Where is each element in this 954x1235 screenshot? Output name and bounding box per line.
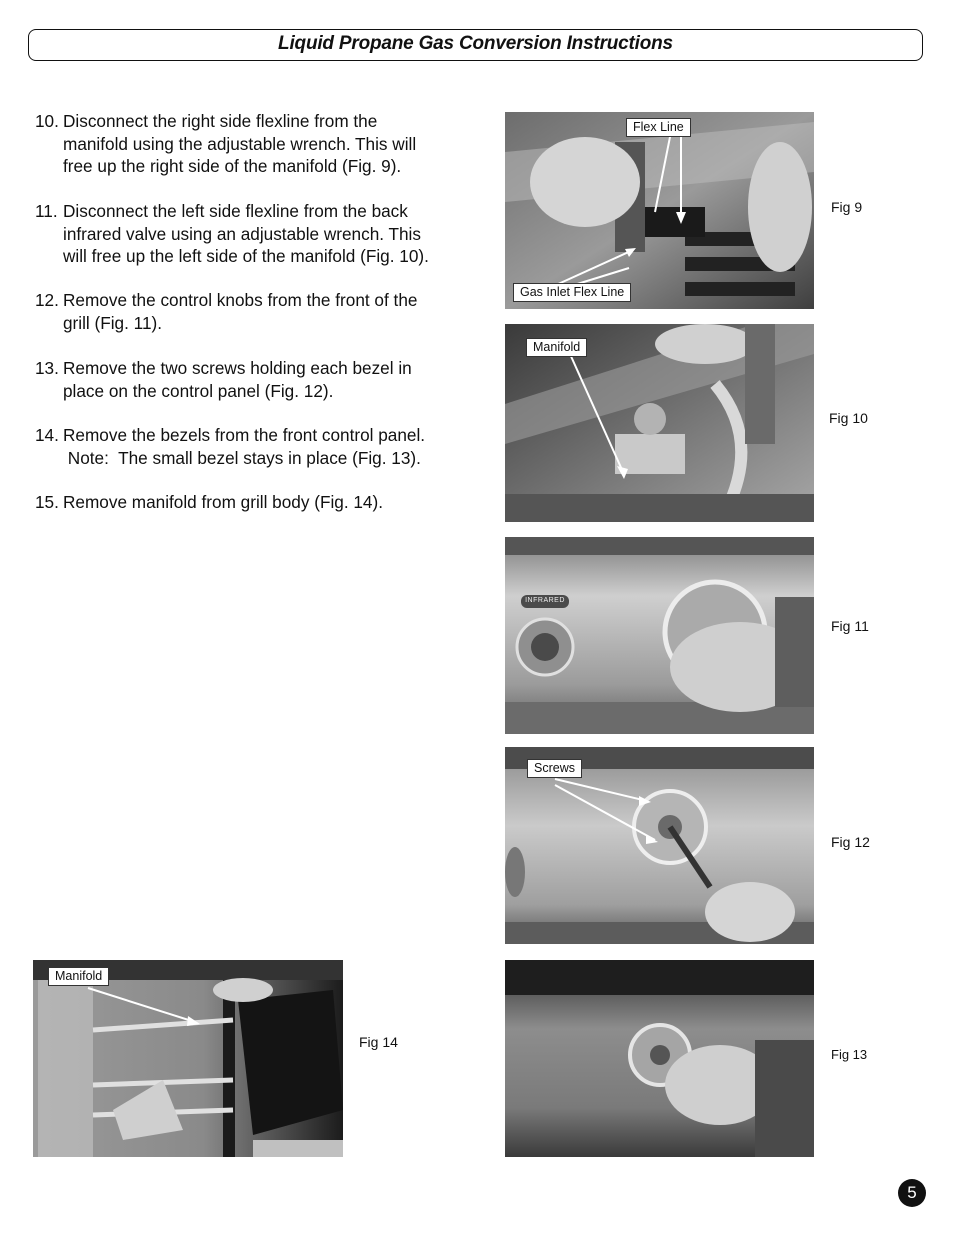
- step-line: Remove manifold from grill body (Fig. 14).: [63, 492, 383, 512]
- page-title: Liquid Propane Gas Conversion Instructions: [278, 33, 673, 54]
- step-line: manifold using the adjustable wrench. This will: [63, 133, 417, 154]
- infrared-badge: INFRARED: [525, 597, 565, 604]
- step-13: [35, 357, 485, 402]
- step-line: will free up the left side of the manifold (Fig. 10).: [63, 246, 429, 266]
- step-number: 14.: [35, 425, 59, 445]
- fig-13-illustration: [505, 960, 814, 1157]
- step-number: 15.: [35, 492, 59, 512]
- fig-9-photo: [505, 112, 814, 309]
- fig-10-label: Fig 10: [829, 410, 868, 426]
- fig-9-illustration: [505, 112, 814, 309]
- step-line: Remove the bezels from the front control panel.: [63, 425, 426, 445]
- callout-gas-inlet-flex-line: Gas Inlet Flex Line: [513, 283, 631, 302]
- callout-flex-line: Flex Line: [626, 118, 691, 137]
- callout-screws: Screws: [527, 759, 582, 778]
- step-number: 13.: [35, 358, 59, 378]
- fig-14-label: Fig 14: [359, 1034, 398, 1050]
- fig-9-label: Fig 9: [831, 199, 863, 215]
- fig-13-label: Fig 13: [831, 1047, 868, 1062]
- step-line: infrared valve using an adjustable wrench. This: [63, 223, 421, 244]
- callout-manifold: Manifold: [526, 338, 587, 357]
- step-number: 12.: [35, 290, 59, 310]
- step-14: [35, 424, 485, 469]
- step-number: 10.: [35, 111, 59, 131]
- fig-11-label: Fig 11: [831, 618, 869, 634]
- fig-14-photo: [33, 960, 343, 1157]
- step-line: Remove the two screws holding each bezel in: [63, 358, 412, 378]
- step-line: free up the right side of the manifold (Fig. 9).: [63, 156, 402, 176]
- step-15: [35, 491, 485, 514]
- page-number-badge: 5: [898, 1179, 926, 1207]
- step-line: Note: The small bezel stays in place (Fig. 13).: [63, 447, 421, 468]
- step-11: [35, 200, 485, 268]
- fig-13-photo: [505, 960, 814, 1157]
- step-10: [35, 110, 485, 178]
- fig-12-photo: [505, 747, 814, 944]
- step-line: place on the control panel (Fig. 12).: [63, 380, 334, 401]
- step-line: grill (Fig. 11).: [63, 312, 163, 333]
- fig-14-illustration: [33, 960, 343, 1157]
- step-number: 11.: [35, 201, 58, 221]
- fig-10-photo: [505, 324, 814, 522]
- fig-12-label: Fig 12: [831, 834, 870, 850]
- fig-11-illustration: [505, 537, 814, 734]
- step-line: Remove the control knobs from the front of the: [63, 290, 418, 310]
- step-line: Disconnect the left side flexline from the back: [63, 201, 408, 221]
- callout-manifold: Manifold: [48, 967, 109, 986]
- step-line: Disconnect the right side flexline from the: [63, 111, 378, 131]
- step-12: [35, 289, 485, 334]
- header-box: [28, 29, 923, 61]
- fig-11-photo: [505, 537, 814, 734]
